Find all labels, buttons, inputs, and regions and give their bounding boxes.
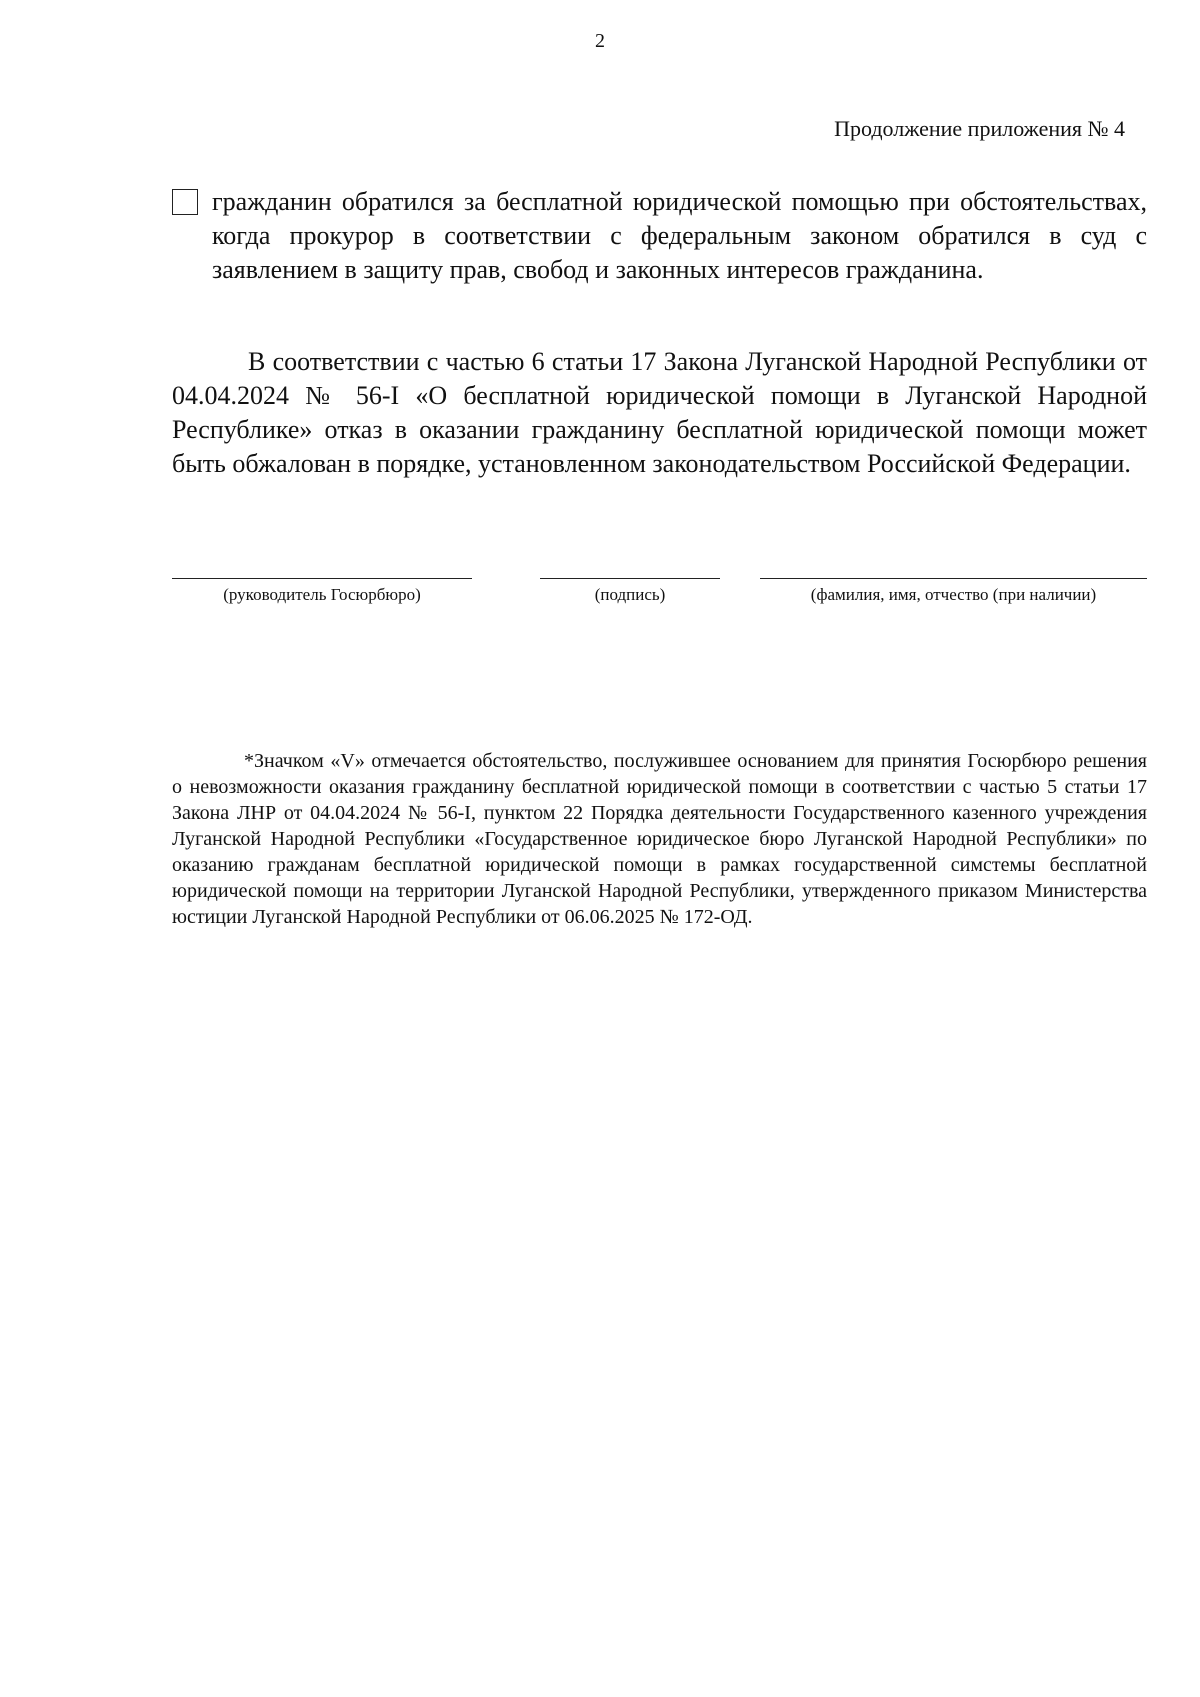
full-name-field	[760, 578, 1147, 605]
checkbox-item-text: гражданин обратился за бесплатной юридической помощью при обстоятельствах, когда прокурор в соответствии с федеральным законом обратился в суд с заявлением в защиту прав, свобод и законных интересов гражданина.	[212, 187, 1147, 284]
full-name-line[interactable]	[760, 578, 1147, 579]
signature-caption: (подпись)	[594, 585, 666, 604]
signature-block	[172, 578, 1147, 618]
head-signature-field	[172, 578, 472, 605]
appendix-continuation-note: Продолжение приложения № 4	[834, 116, 1125, 141]
signature-line[interactable]	[540, 578, 720, 579]
law-reference-paragraph: В соответствии с частью 6 статьи 17 Закона Луганской Народной Республики от 04.04.2024 № 56-I «О бесплатной юридической помощи в Луганской Народной Республике» отказ в оказании гражданину бесплатной юридической помощи может быть обжалован в порядке, установленном законодательством Российской Федерации.	[172, 347, 1147, 478]
page-number: 2	[595, 30, 605, 52]
full-name-caption: (фамилия, имя, отчество (при наличии)	[810, 585, 1097, 604]
circumstance-checkbox[interactable]	[172, 189, 198, 215]
head-signature-caption: (руководитель Госюрбюро)	[223, 585, 421, 604]
head-signature-line[interactable]	[172, 578, 472, 579]
footnote: *Значком «V» отмечается обстоятельство, послужившее основанием для принятия Госюрбюро решения о невозможности оказания гражданину бесплатной юридической помощи в соответствии с частью 5 статьи 17 Закона ЛНР от 04.04.2024 № 56-I, пунктом 22 Порядка деятельности Государственного казенного учреждения Луганской Народной Республики «Государственное юридическое бюро Луганской Народной Республики» по оказанию гражданам бесплатной юридической помощи в рамках государственной симстемы бесплатной юридической помощи на территории Луганской Народной Республики, утвержденного приказом Министерства юстиции Луганской Народной Республики от 06.06.2025 № 172-ОД.	[172, 750, 1147, 928]
checkbox-item	[172, 185, 1147, 287]
signature-field	[540, 578, 720, 605]
